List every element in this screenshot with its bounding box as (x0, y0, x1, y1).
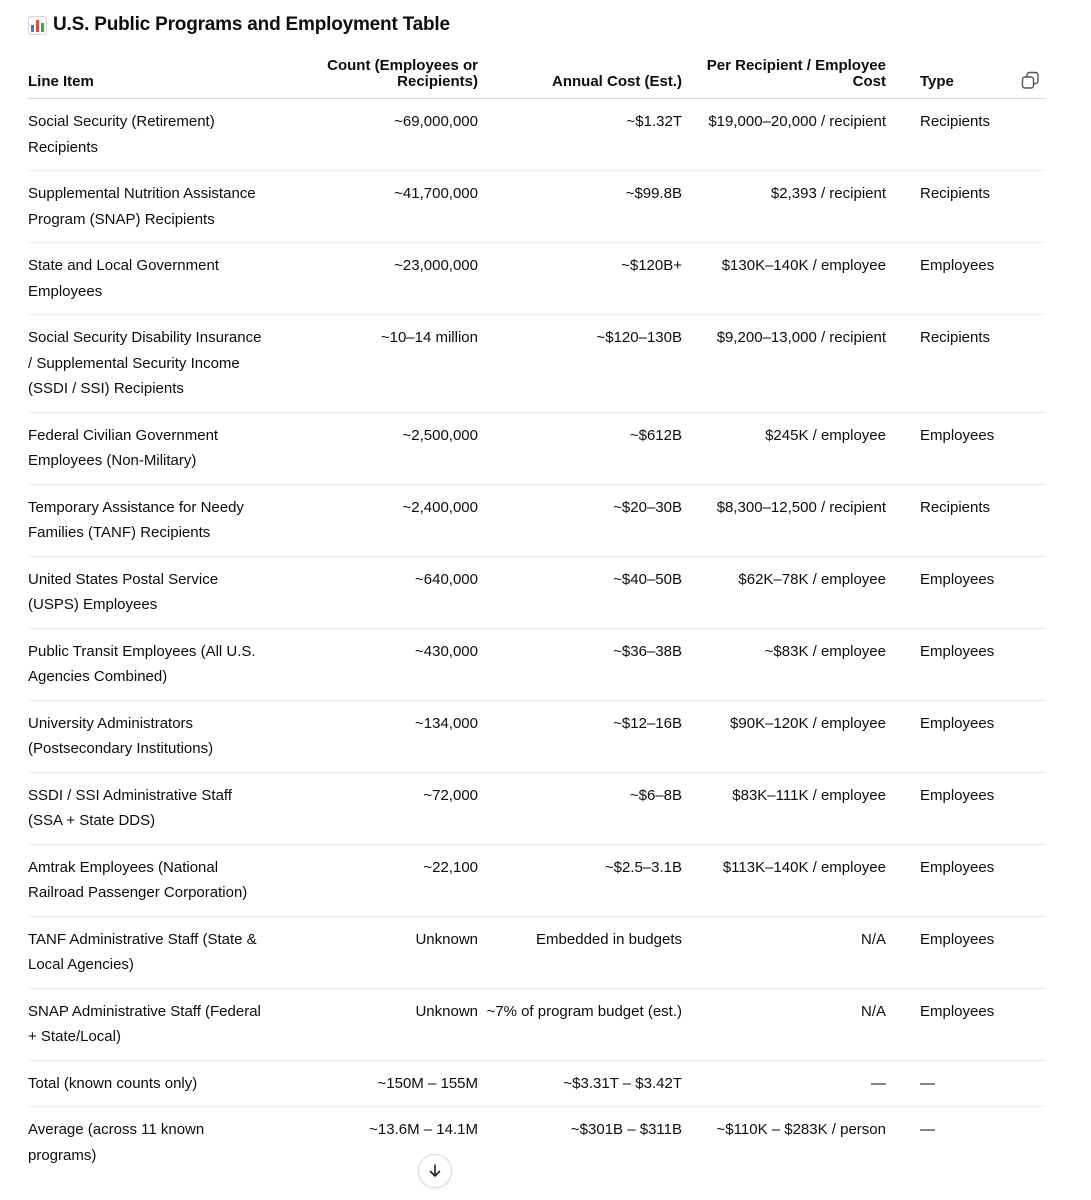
title-text: U.S. Public Programs and Employment Table (53, 14, 450, 35)
cell-line-item: Federal Civilian Government Employees (Non-Military) (28, 412, 282, 484)
header-type: Type (886, 54, 1046, 99)
cell-count: ~41,700,000 (282, 171, 478, 243)
cell-per-cost: $9,200–13,000 / recipient (682, 315, 886, 413)
cell-per-cost: $19,000–20,000 / recipient (682, 99, 886, 171)
table-row (28, 628, 1046, 700)
bar-chart-icon (28, 16, 47, 35)
cell-line-item: Social Security (Retirement) Recipients (28, 99, 282, 171)
cell-annual-cost: ~$99.8B (478, 171, 682, 243)
cell-count: ~640,000 (282, 556, 478, 628)
table-row (28, 315, 1046, 413)
table-row (28, 700, 1046, 772)
page-title (28, 14, 450, 36)
header-per-cost: Per Recipient / Employee Cost (682, 54, 886, 99)
programs-table (28, 54, 1046, 1178)
cell-type: Employees (886, 772, 1046, 844)
table-row (28, 916, 1046, 988)
cell-line-item: Supplemental Nutrition Assistance Program (SNAP) Recipients (28, 171, 282, 243)
cell-annual-cost: ~$2.5–3.1B (478, 844, 682, 916)
cell-count: Unknown (282, 988, 478, 1060)
header-count: Count (Employees or Recipients) (282, 54, 478, 99)
cell-count: ~69,000,000 (282, 99, 478, 171)
cell-per-cost: N/A (682, 988, 886, 1060)
cell-type: Employees (886, 628, 1046, 700)
cell-type: Recipients (886, 99, 1046, 171)
cell-type: Recipients (886, 315, 1046, 413)
cell-annual-cost: ~$12–16B (478, 700, 682, 772)
cell-line-item: United States Postal Service (USPS) Employees (28, 556, 282, 628)
cell-per-cost: $62K–78K / employee (682, 556, 886, 628)
table-row (28, 243, 1046, 315)
cell-count: ~2,400,000 (282, 484, 478, 556)
cell-type: — (886, 1060, 1046, 1107)
cell-type: Recipients (886, 171, 1046, 243)
cell-type: Employees (886, 412, 1046, 484)
table-row (28, 844, 1046, 916)
cell-count: ~134,000 (282, 700, 478, 772)
scroll-down-button[interactable] (418, 1154, 452, 1188)
header-row (28, 54, 1046, 99)
cell-type: — (920, 1121, 935, 1138)
table-row (28, 556, 1046, 628)
table-row (28, 171, 1046, 243)
table-header (28, 54, 1046, 99)
cell-annual-cost: Embedded in budgets (478, 916, 682, 988)
table-row (28, 772, 1046, 844)
cell-count: ~23,000,000 (282, 243, 478, 315)
cell-type: Employees (886, 556, 1046, 628)
cell-type: Employees (886, 700, 1046, 772)
cell-per-cost: $83K–111K / employee (682, 772, 886, 844)
cell-line-item: University Administrators (Postsecondary Institutions) (28, 700, 282, 772)
arrow-down-icon (427, 1163, 443, 1179)
cell-annual-cost: ~$120–130B (478, 315, 682, 413)
cell-line-item: State and Local Government Employees (28, 243, 282, 315)
table-row (28, 99, 1046, 171)
cell-count: ~10–14 million (282, 315, 478, 413)
cell-per-cost: — (682, 1060, 886, 1107)
cell-line-item: Public Transit Employees (All U.S. Agencies Combined) (28, 628, 282, 700)
cell-line-item: SSDI / SSI Administrative Staff (SSA + State DDS) (28, 772, 282, 844)
cell-per-cost: $245K / employee (682, 412, 886, 484)
cell-count: ~150M – 155M (282, 1060, 478, 1107)
cell-line-item: Temporary Assistance for Needy Families (TANF) Recipients (28, 484, 282, 556)
cell-annual-cost: ~$36–38B (478, 628, 682, 700)
cell-annual-cost: ~7% of program budget (est.) (478, 988, 682, 1060)
table-row (28, 1107, 1046, 1179)
cell-type: Employees (886, 916, 1046, 988)
cell-per-cost: $8,300–12,500 / recipient (682, 484, 886, 556)
cell-per-cost: $2,393 / recipient (682, 171, 886, 243)
cell-type: Employees (886, 988, 1046, 1060)
cell-annual-cost: ~$20–30B (478, 484, 682, 556)
cell-line-item: Amtrak Employees (National Railroad Passenger Corporation) (28, 844, 282, 916)
cell-per-cost: N/A (682, 916, 886, 988)
cell-line-item: TANF Administrative Staff (State & Local Agencies) (28, 916, 282, 988)
cell-annual-cost: ~$1.32T (478, 99, 682, 171)
cell-count: ~430,000 (282, 628, 478, 700)
cell-line-item: Average (across 11 known programs) (28, 1121, 205, 1164)
cell-count: ~2,500,000 (282, 412, 478, 484)
cell-per-cost: ~$83K / employee (682, 628, 886, 700)
cell-per-cost: $90K–120K / employee (682, 700, 886, 772)
cell-count: ~72,000 (282, 772, 478, 844)
table-body (28, 99, 1046, 1179)
cell-annual-cost: ~$3.31T – $3.42T (478, 1060, 682, 1107)
cell-type: Employees (886, 844, 1046, 916)
cell-line-item: Social Security Disability Insurance / Supplemental Security Income (SSDI / SSI) Recipients (28, 315, 282, 413)
table-row (28, 484, 1046, 556)
cell-annual-cost: ~$612B (478, 412, 682, 484)
cell-per-cost: $130K–140K / employee (682, 243, 886, 315)
cell-per-cost: $113K–140K / employee (682, 844, 886, 916)
cell-count: ~13.6M – 14.1M (369, 1121, 478, 1138)
cell-count: Unknown (282, 916, 478, 988)
cell-per-cost: ~$110K – $283K / person (716, 1121, 886, 1138)
header-line-item: Line Item (28, 54, 282, 99)
table-row (28, 412, 1046, 484)
cell-line-item: SNAP Administrative Staff (Federal + State/Local) (28, 988, 282, 1060)
header-annual-cost: Annual Cost (Est.) (478, 54, 682, 99)
cell-annual-cost: ~$120B+ (478, 243, 682, 315)
cell-type: Employees (886, 243, 1046, 315)
cell-annual-cost: ~$6–8B (478, 772, 682, 844)
cell-count: ~22,100 (282, 844, 478, 916)
table-row (28, 1060, 1046, 1107)
cell-annual-cost: ~$40–50B (478, 556, 682, 628)
cell-type: Recipients (886, 484, 1046, 556)
copy-icon[interactable] (1021, 71, 1040, 90)
cell-annual-cost: ~$301B – $311B (570, 1121, 682, 1138)
table-row (28, 988, 1046, 1060)
cell-line-item: Total (known counts only) (28, 1060, 282, 1107)
